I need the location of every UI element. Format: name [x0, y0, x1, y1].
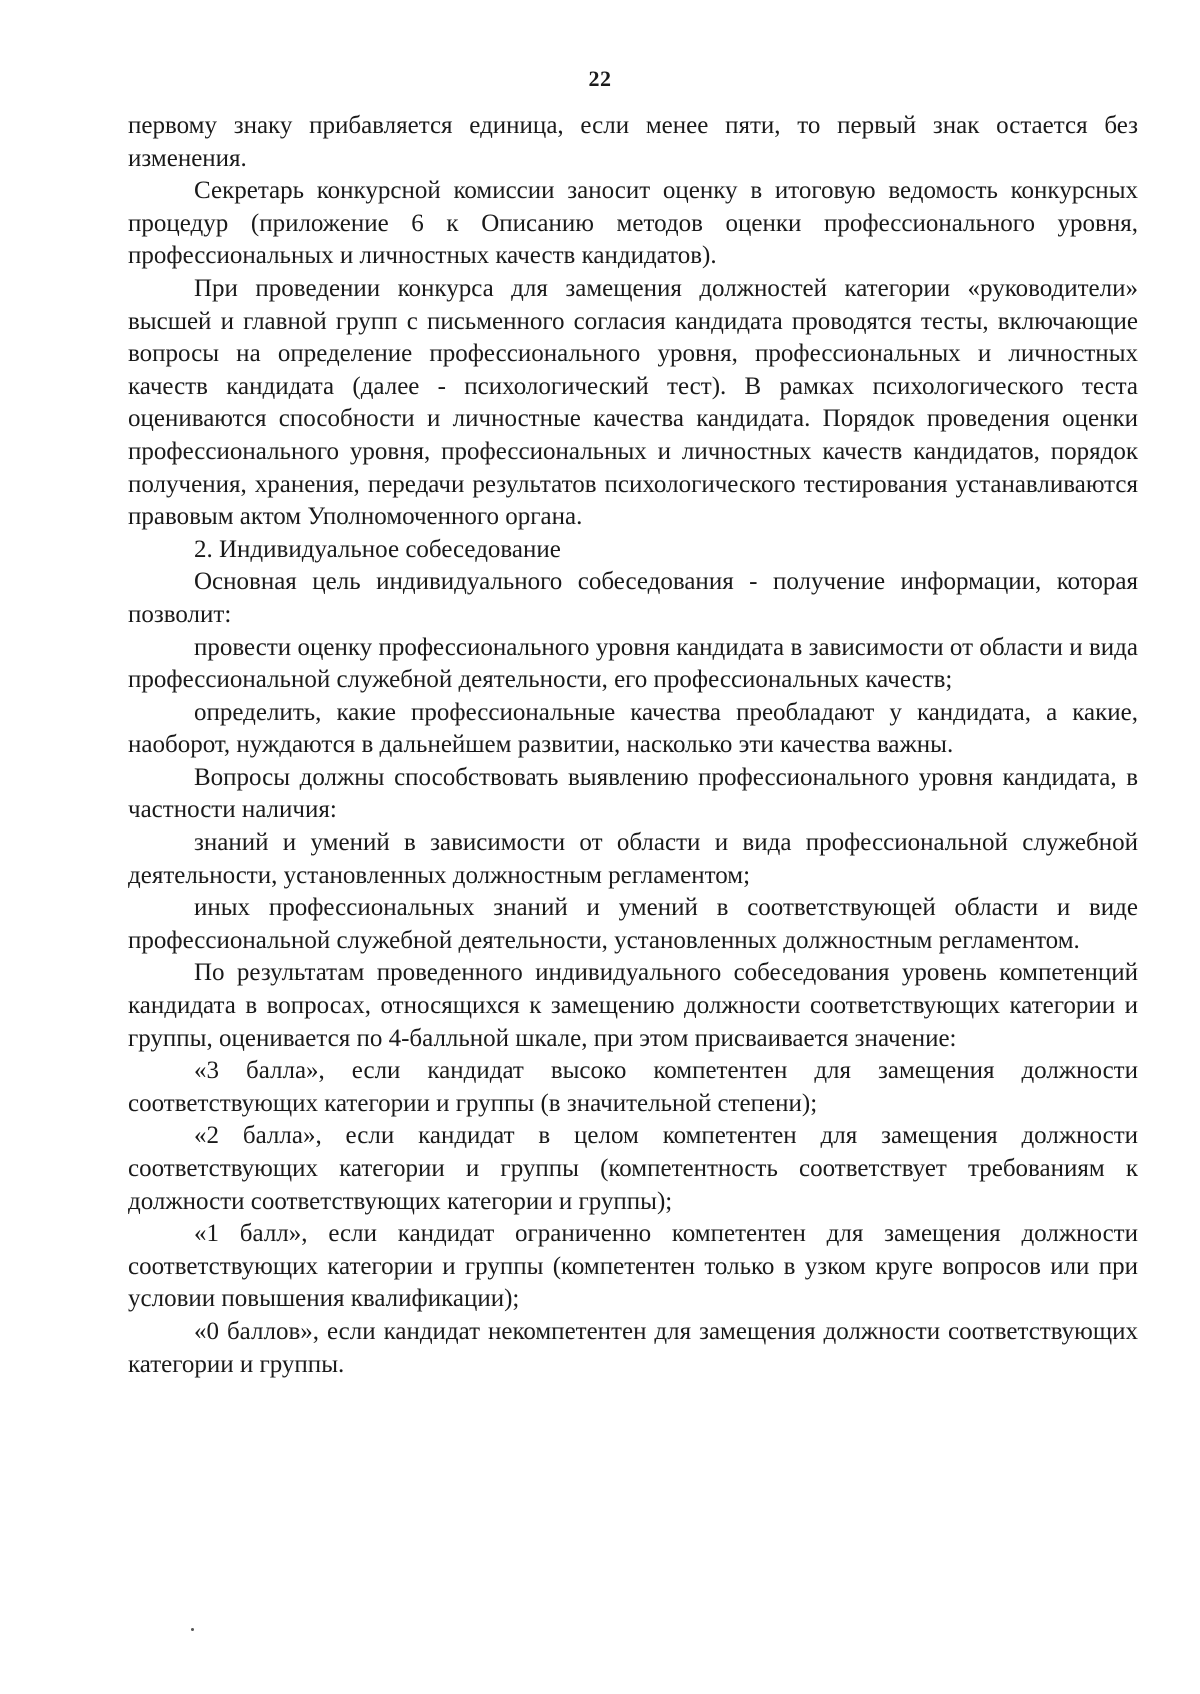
score-item-0: «0 баллов», если кандидат некомпетентен для замещения должности соответствующих категории и группы. — [128, 1317, 1138, 1378]
score-item-3: «3 балла», если кандидат высоко компетентен для замещения должности соответствующих категории и группы (в значительной степени); — [128, 1057, 1138, 1117]
document-body — [128, 110, 1138, 1381]
score-item-2: «2 балла», если кандидат в целом компетентен для замещения должности соответствующих категории и группы (компетентность соответствует требованиям к должности соответствующих категории и группы); — [128, 1122, 1138, 1215]
paragraph-secretary: Секретарь конкурсной комиссии заносит оценку в итоговую ведомость конкурсных процедур (приложение 6 к Описанию методов оценки профессионального уровня, профессиональных и личностных качеств кандидатов). — [128, 177, 1138, 270]
paragraph-interview-goal: Основная цель индивидуального собеседования - получение информации, которая позволит: — [128, 568, 1138, 628]
score-item-1: «1 балл», если кандидат ограниченно компетентен для замещения должности соответствующих категории и группы (компетентен только в узком круге вопросов или при условии повышения квалификации); — [128, 1220, 1138, 1313]
paragraph-psych-test: При проведении конкурса для замещения должностей категории «руководители» высшей и главной групп с письменного согласия кандидата проводятся тесты, включающие вопросы на определение профессионального уровня, профессиональных и личностных качеств кандидата (далее - психологический тест). В рамках психологического теста оцениваются способности и личностные качества кандидата. Порядок проведения оценки профессионального уровня, профессиональных и личностных качеств кандидатов, порядок получения, хранения, передачи результатов психологического тестирования устанавливаются правовым актом Уполномоченного органа. — [128, 274, 1138, 531]
list-item-determine-qualities: определить, какие профессиональные качества преобладают у кандидата, а какие, наоборот, нуждаются в дальнейшем развитии, насколько эти качества важны. — [128, 698, 1138, 759]
paragraph-continuation: первому знаку прибавляется единица, если менее пяти, то первый знак остается без изменения. — [128, 112, 1138, 172]
paragraph-questions: Вопросы должны способствовать выявлению профессионального уровня кандидата, в частности наличия: — [128, 763, 1138, 824]
section-heading-interview: 2. Индивидуальное собеседование — [194, 535, 561, 563]
scan-speck — [191, 1628, 194, 1631]
list-item-assess-level: провести оценку профессионального уровня кандидата в зависимости от области и вида профессиональной служебной деятельности, его профессиональных качеств; — [128, 633, 1138, 694]
list-item-other-knowledge: иных профессиональных знаний и умений в соответствующей области и виде профессиональной служебной деятельности, установленных должностным регламентом. — [128, 894, 1138, 954]
list-item-knowledge: знаний и умений в зависимости от области и вида профессиональной служебной деятельности, установленных должностным регламентом; — [128, 829, 1138, 889]
page-number: 22 — [588, 66, 612, 91]
paragraph-results-scale: По результатам проведенного индивидуального собеседования уровень компетенций кандидата в вопросах, относящихся к замещению должности соответствующих категории и группы, оценивается по 4-балльной шкале, при этом присваивается значение: — [128, 959, 1138, 1052]
